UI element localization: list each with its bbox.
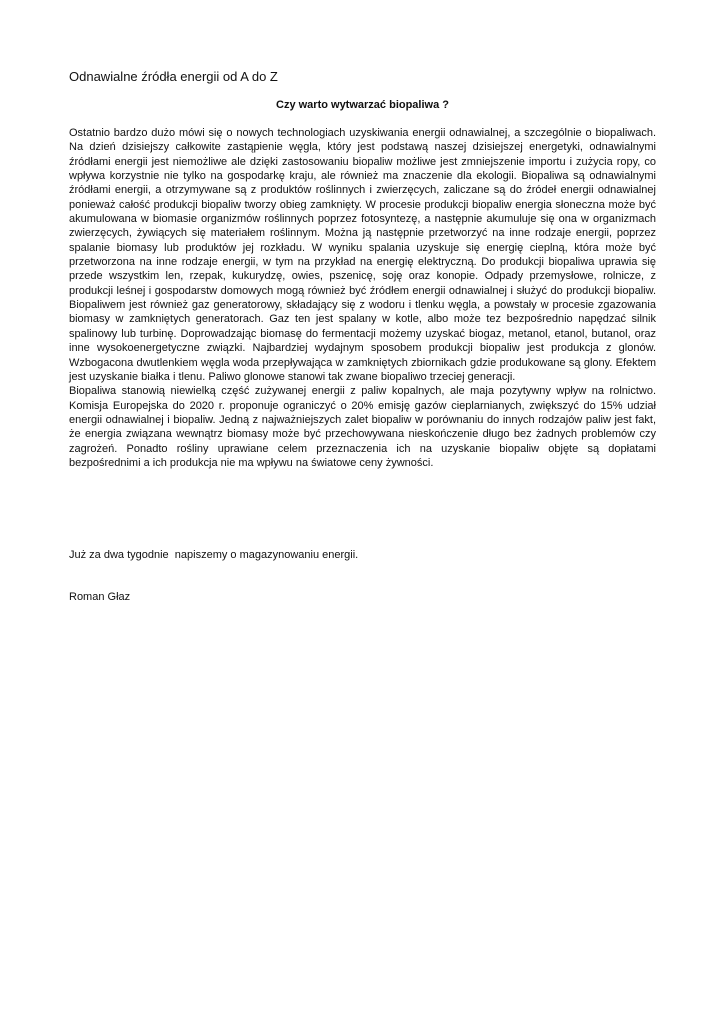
paragraph: Ostatnio bardzo dużo mówi się o nowych technologiach uzyskiwania energii odnawialnej, a szczególnie o biopaliwach. Na dzień dzisiejszy całkowite zastąpienie węgla, który jest podstawą naszej dzisiejszej energetyki, odnawialnymi źródłami energii jest niemożliwe ale dzięki zastosowaniu biopaliw możliwe jest zmniejszenie importu i zużycia ropy, co wpływa korzystnie nie tylko na gospodarkę kraju, ale również ma znaczenie dla ekologii. Biopaliwa są odnawialnymi źródłami energii, a otrzymywane są z produktów roślinnych i zwierzęcych, zaliczane są do źródeł energii odnawialnej ponieważ całość produkcji biopaliw tworzy obieg zamknięty. W procesie produkcji biopaliw energia słoneczna może być akumulowana w biomasie organizmów roślinnych poprzez fotosyntezę, a następnie akumuluje się ona w organizmach zwierzęcych, żywiących się materiałem roślinnym. Można ją następnie przetworzyć na inne rodzaje energii, poprzez spalanie biomasy lub produktów jej rozkładu. W wyniku spalania uzyskuje się energię cieplną, która może być przetworzona na inne rodzaje energii, w tym na przykład na energię elektryczną. Do produkcji biopaliwa uprawia się przede wszystkim len, rzepak, kukurydzę, owies, pszenicę, soję oraz konopie. Odpady przemysłowe, rolnicze, z produkcji leśnej i gospodarstw domowych mogą również być źródłem energii odnawialnej i służyć do produkcji biopaliw. Biopaliwem jest również gaz generatorowy, składający się z wodoru i tlenku węgla, a powstały w procesie zgazowania biomasy w zamkniętych generatorach. Gaz ten jest spalany w kotle, albo może tez bezpośrednio napędzać silnik spalinowy lub turbinę. Doprowadzając biomasę do fermentacji możemy uzyskać biogaz, metanol, etanol, butanol, oraz inne wysokoenergetyczne związki. Najbardziej wydajnym sposobem produkcji biopaliw jest produkcja z glonów. Wzbogacona dwutlenkiem węgla woda przepływająca w zamkniętych zbiornikach gdzie produkowane są glony. Efektem jest uzyskanie białka i tlenu. Paliwo glonowe stanowi tak zwane biopaliwo trzeciej generacji.: [69, 127, 656, 383]
paragraph: Biopaliwa stanowią niewielką część zużywanej energii z paliw kopalnych, ale maja pozytywny wpływ na rolnictwo. Komisja Europejska do 2020 r. proponuje ograniczyć o 20% emisję gazów cieplarnianych, zwiększyć do 15% udział energii odnawialnej i biopaliw. Jedną z najważniejszych zalet biopaliw w porównaniu do innych rodzajów paliw jest fakt, że energia związana wewnątrz biomasy może być przechowywana nieskończenie długo bez żadnych problemów czy zagrożeń. Ponadto rośliny uprawiane celem przeznaczenia ich na uzyskanie biopaliw objęte są dopłatami bezpośrednimi a ich produkcja nie ma wpływu na światowe ceny żywności.: [69, 385, 656, 469]
article-title: Czy warto wytwarzać biopaliwa ?: [276, 99, 449, 111]
series-header: Odnawialne źródła energii od A do Z: [69, 69, 278, 84]
announcement: Już za dwa tygodnie napiszemy o magazynowaniu energii.: [69, 549, 359, 561]
author-name: Roman Głaz: [69, 591, 131, 603]
article-body: [69, 126, 656, 470]
